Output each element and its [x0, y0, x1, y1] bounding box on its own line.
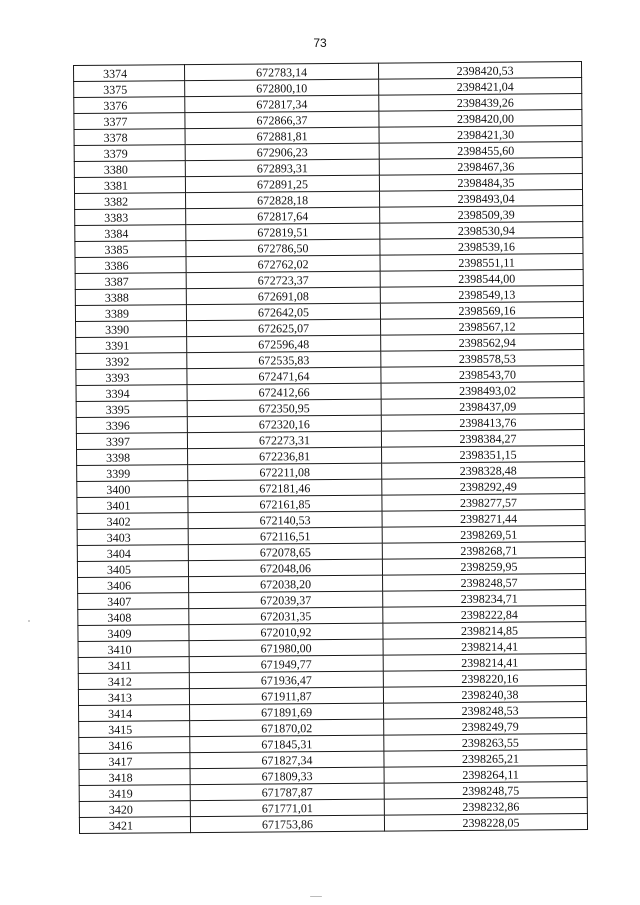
point-number-cell	[77, 545, 188, 562]
x-coordinate-cell	[186, 271, 380, 289]
point-number-cell	[74, 113, 185, 130]
point-number-text: 3413	[107, 690, 133, 705]
point-number-cell	[79, 753, 190, 770]
x-coordinate-cell	[189, 607, 383, 625]
point-number-text: 3399	[106, 466, 131, 481]
y-coordinate-cell	[378, 62, 581, 80]
x-coordinate-cell	[190, 783, 384, 801]
y-coordinate-cell	[382, 557, 585, 575]
y-coordinate-cell	[384, 701, 587, 719]
y-coordinate-text: 2398562,94	[458, 335, 516, 350]
x-coordinate-cell	[188, 543, 382, 561]
point-number-text: 3411	[107, 658, 132, 673]
x-coordinate-cell	[186, 303, 380, 321]
x-coordinate-text: 671787,87	[261, 785, 313, 800]
y-coordinate-cell	[380, 269, 583, 287]
point-number-cell	[78, 641, 189, 658]
point-number-text: 3385	[104, 242, 129, 257]
x-coordinate-cell	[189, 687, 383, 705]
y-coordinate-cell	[379, 190, 582, 208]
x-coordinate-text: 672320,16	[258, 417, 310, 432]
x-coordinate-text: 672625,07	[258, 321, 310, 336]
y-coordinate-text: 2398567,12	[458, 319, 516, 334]
point-number-text: 3394	[105, 386, 130, 401]
point-number-cell	[76, 321, 187, 338]
point-number-cell	[75, 241, 186, 258]
y-coordinate-cell	[380, 301, 583, 319]
y-coordinate-cell	[384, 733, 587, 751]
point-number-cell	[76, 369, 187, 386]
y-coordinate-cell	[381, 381, 584, 399]
point-number-cell	[75, 225, 186, 242]
scan-speck	[28, 620, 30, 622]
y-coordinate-cell	[384, 749, 587, 767]
y-coordinate-text: 2398328,48	[459, 463, 517, 478]
x-coordinate-text: 672038,20	[260, 577, 312, 592]
y-coordinate-text: 2398265,21	[461, 751, 520, 766]
point-number-text: 3410	[107, 642, 132, 657]
point-number-text: 3378	[103, 130, 128, 145]
x-coordinate-text: 672236,81	[259, 449, 311, 464]
y-coordinate-cell	[381, 413, 584, 431]
x-coordinate-cell	[185, 79, 379, 97]
x-coordinate-cell	[187, 383, 381, 401]
point-number-cell	[75, 289, 186, 306]
y-coordinate-cell	[383, 669, 586, 687]
point-number-text: 3392	[105, 354, 130, 369]
point-number-cell	[74, 65, 185, 82]
y-coordinate-cell	[380, 206, 583, 224]
point-number-cell	[76, 337, 187, 354]
x-coordinate-text: 672078,65	[259, 545, 311, 560]
point-number-cell	[78, 577, 189, 594]
y-coordinate-cell	[380, 222, 583, 240]
point-number-text: 3389	[104, 306, 130, 321]
y-coordinate-cell	[384, 813, 587, 831]
y-coordinate-cell	[383, 653, 586, 671]
y-coordinate-text: 2398269,51	[460, 527, 518, 542]
x-coordinate-text: 672010,92	[260, 625, 312, 640]
point-number-cell	[77, 449, 188, 466]
y-coordinate-cell	[380, 254, 583, 272]
point-number-text: 3391	[105, 338, 130, 353]
y-coordinate-text: 2398277,57	[459, 495, 518, 510]
y-coordinate-cell	[381, 429, 584, 447]
coordinates-table-body	[74, 62, 588, 834]
point-number-text: 3376	[103, 98, 128, 113]
x-coordinate-cell	[187, 351, 381, 369]
point-number-cell	[75, 305, 186, 322]
x-coordinate-text: 672471,64	[258, 369, 310, 384]
point-number-cell	[76, 433, 187, 450]
x-coordinate-cell	[190, 719, 384, 737]
x-coordinate-text: 672800,10	[256, 81, 308, 96]
y-coordinate-text: 2398259,95	[460, 559, 518, 574]
point-number-text: 3398	[106, 450, 131, 465]
x-coordinate-cell	[188, 559, 382, 577]
x-coordinate-cell	[190, 703, 384, 721]
point-number-text: 3415	[108, 722, 133, 737]
point-number-cell	[76, 417, 187, 434]
point-number-text: 3414	[108, 706, 133, 721]
y-coordinate-text: 2398551,11	[458, 255, 515, 270]
point-number-text: 3400	[106, 482, 131, 497]
y-coordinate-text: 2398439,26	[456, 95, 514, 110]
y-coordinate-text: 2398264,11	[462, 767, 519, 782]
y-coordinate-text: 2398569,16	[458, 303, 516, 318]
point-number-text: 3402	[106, 514, 131, 529]
point-number-cell	[76, 353, 187, 370]
x-coordinate-text: 672181,46	[259, 481, 311, 496]
point-number-text: 3404	[106, 546, 131, 561]
x-coordinate-cell	[188, 479, 382, 497]
x-coordinate-cell	[187, 335, 381, 353]
point-number-cell	[78, 593, 189, 610]
y-coordinate-text: 2398455,60	[457, 143, 515, 158]
point-number-text: 3393	[105, 370, 130, 385]
y-coordinate-cell	[382, 525, 585, 543]
point-number-cell	[79, 801, 190, 818]
y-coordinate-text: 2398413,76	[459, 415, 517, 430]
y-coordinate-text: 2398420,53	[456, 63, 514, 78]
y-coordinate-text: 2398234,71	[460, 591, 518, 606]
y-coordinate-text: 2398292,49	[459, 479, 517, 494]
x-coordinate-cell	[187, 319, 381, 337]
y-coordinate-text: 2398248,75	[462, 783, 520, 798]
point-number-cell	[78, 689, 189, 706]
x-coordinate-cell	[189, 591, 383, 609]
x-coordinate-text: 671936,47	[260, 673, 312, 688]
x-coordinate-cell	[185, 95, 379, 113]
x-coordinate-cell	[185, 159, 379, 177]
point-number-text: 3421	[108, 818, 134, 833]
x-coordinate-cell	[186, 191, 380, 209]
point-number-text: 3412	[107, 674, 132, 689]
y-coordinate-cell	[381, 349, 584, 367]
x-coordinate-text: 672161,85	[259, 497, 311, 512]
x-coordinate-cell	[185, 143, 379, 161]
x-coordinate-cell	[188, 495, 382, 513]
y-coordinate-text: 2398578,53	[458, 351, 516, 366]
y-coordinate-text: 2398263,55	[461, 735, 519, 750]
point-number-cell	[79, 769, 190, 786]
point-number-text: 3374	[103, 66, 128, 81]
point-number-cell	[74, 145, 185, 162]
y-coordinate-text: 2398467,36	[457, 159, 515, 174]
y-coordinate-text: 2398421,30	[457, 127, 515, 142]
point-number-text: 3381	[103, 178, 129, 193]
point-number-text: 3406	[107, 578, 132, 593]
y-coordinate-cell	[381, 317, 584, 335]
point-number-text: 3382	[104, 194, 129, 209]
y-coordinate-text: 2398248,53	[461, 703, 519, 718]
point-number-cell	[77, 481, 188, 498]
x-coordinate-cell	[189, 639, 383, 657]
x-coordinate-cell	[190, 799, 384, 817]
x-coordinate-cell	[190, 751, 384, 769]
point-number-cell	[77, 513, 188, 530]
y-coordinate-text: 2398351,15	[459, 447, 517, 462]
y-coordinate-cell	[383, 685, 586, 703]
y-coordinate-text: 2398214,85	[460, 623, 519, 638]
y-coordinate-cell	[382, 493, 585, 511]
y-coordinate-cell	[381, 397, 584, 415]
x-coordinate-text: 672783,14	[256, 65, 308, 80]
coordinates-table	[73, 61, 588, 834]
point-number-cell	[79, 817, 190, 834]
x-coordinate-cell	[185, 111, 379, 129]
x-coordinate-cell	[188, 447, 382, 465]
y-coordinate-cell	[384, 797, 587, 815]
point-number-cell	[77, 561, 188, 578]
point-number-text: 3386	[104, 258, 129, 273]
x-coordinate-text: 671809,33	[261, 769, 313, 784]
y-coordinate-text: 2398421,04	[456, 79, 514, 94]
y-coordinate-text: 2398268,71	[460, 543, 518, 558]
x-coordinate-cell	[189, 623, 383, 641]
y-coordinate-text: 2398543,70	[458, 367, 516, 382]
y-coordinate-cell	[379, 142, 582, 160]
point-number-cell	[79, 705, 190, 722]
x-coordinate-text: 672116,51	[259, 529, 311, 544]
point-number-cell	[77, 529, 188, 546]
page-number: 73	[313, 36, 327, 50]
y-coordinate-cell	[383, 573, 586, 591]
x-coordinate-text: 672535,83	[258, 353, 310, 368]
x-coordinate-text: 672691,08	[257, 289, 309, 304]
x-coordinate-text: 672817,34	[256, 97, 308, 112]
y-coordinate-cell	[383, 621, 586, 639]
point-number-text: 3420	[108, 802, 133, 817]
y-coordinate-text: 2398228,05	[462, 815, 520, 830]
x-coordinate-text: 671891,69	[261, 705, 313, 720]
y-coordinate-cell	[379, 94, 582, 112]
x-coordinate-cell	[188, 511, 382, 529]
x-coordinate-cell	[186, 223, 380, 241]
point-number-cell	[78, 609, 189, 626]
y-coordinate-text: 2398539,16	[457, 239, 515, 254]
point-number-text: 3390	[105, 322, 130, 337]
x-coordinate-cell	[186, 207, 380, 225]
x-coordinate-text: 672350,95	[258, 401, 310, 416]
x-coordinate-text: 671949,77	[260, 657, 312, 672]
point-number-text: 3418	[108, 770, 133, 785]
point-number-cell	[74, 129, 185, 146]
point-number-cell	[77, 497, 188, 514]
point-number-text: 3380	[103, 162, 128, 177]
y-coordinate-text: 2398493,02	[459, 383, 517, 398]
point-number-cell	[75, 209, 186, 226]
point-number-text: 3407	[107, 594, 132, 609]
point-number-text: 3397	[105, 434, 131, 449]
point-number-text: 3379	[103, 146, 128, 161]
y-coordinate-text: 2398493,04	[457, 191, 515, 206]
x-coordinate-text: 672039,37	[260, 593, 312, 608]
x-coordinate-cell	[187, 399, 381, 417]
point-number-text: 3403	[106, 530, 131, 545]
point-number-text: 3417	[108, 754, 133, 769]
point-number-cell	[78, 625, 189, 642]
point-number-cell	[77, 465, 188, 482]
point-number-text: 3401	[106, 498, 131, 513]
y-coordinate-text: 2398220,16	[461, 671, 519, 686]
x-coordinate-text: 672723,37	[257, 273, 309, 288]
x-coordinate-text: 672211,08	[259, 465, 311, 480]
y-coordinate-cell	[379, 158, 582, 176]
x-coordinate-cell	[187, 367, 381, 385]
point-number-cell	[76, 385, 187, 402]
point-number-text: 3384	[104, 226, 129, 241]
y-coordinate-text: 2398214,41	[461, 655, 519, 670]
y-coordinate-text: 2398232,86	[462, 799, 520, 814]
x-coordinate-cell	[188, 527, 382, 545]
x-coordinate-text: 671827,34	[261, 753, 313, 768]
point-number-cell	[75, 257, 186, 274]
y-coordinate-text: 2398240,38	[461, 687, 519, 702]
x-coordinate-cell	[186, 287, 380, 305]
y-coordinate-text: 2398420,00	[456, 111, 514, 126]
y-coordinate-cell	[382, 509, 585, 527]
x-coordinate-text: 672762,02	[257, 257, 309, 272]
x-coordinate-text: 672819,51	[257, 225, 309, 240]
y-coordinate-cell	[383, 589, 586, 607]
y-coordinate-text: 2398384,27	[459, 431, 517, 446]
point-number-text: 3416	[108, 738, 133, 753]
x-coordinate-text: 672140,53	[259, 513, 311, 528]
y-coordinate-text: 2398248,57	[460, 575, 518, 590]
y-coordinate-cell	[379, 174, 582, 192]
point-number-cell	[75, 193, 186, 210]
y-coordinate-text: 2398271,44	[460, 511, 518, 526]
point-number-text: 3396	[105, 418, 130, 433]
x-coordinate-cell	[187, 431, 381, 449]
x-coordinate-text: 671753,86	[261, 817, 314, 832]
y-coordinate-text: 2398549,13	[458, 287, 516, 302]
y-coordinate-cell	[380, 285, 583, 303]
y-coordinate-text: 2398530,94	[457, 223, 515, 238]
point-number-cell	[74, 81, 185, 98]
x-coordinate-cell	[189, 671, 383, 689]
x-coordinate-cell	[185, 127, 379, 145]
x-coordinate-text: 672273,31	[258, 433, 311, 448]
x-coordinate-text: 672828,18	[257, 193, 309, 208]
scan-speck	[310, 896, 322, 897]
y-coordinate-cell	[381, 333, 584, 351]
y-coordinate-text: 2398509,39	[457, 207, 515, 222]
point-number-text: 3383	[104, 210, 129, 225]
y-coordinate-text: 2398437,09	[459, 399, 517, 414]
x-coordinate-text: 672642,05	[257, 305, 310, 320]
y-coordinate-text: 2398249,79	[461, 719, 519, 734]
y-coordinate-cell	[383, 605, 586, 623]
x-coordinate-cell	[186, 239, 380, 257]
x-coordinate-text: 671980,00	[260, 641, 312, 656]
point-number-cell	[78, 673, 189, 690]
point-number-cell	[76, 401, 187, 418]
y-coordinate-cell	[382, 445, 585, 463]
table-row	[79, 813, 587, 833]
y-coordinate-cell	[381, 365, 584, 383]
point-number-cell	[75, 273, 186, 290]
point-number-cell	[79, 737, 190, 754]
x-coordinate-text: 672866,37	[256, 113, 308, 128]
point-number-text: 3408	[107, 610, 132, 625]
x-coordinate-cell	[190, 767, 384, 785]
y-coordinate-text: 2398484,35	[457, 175, 515, 190]
point-number-text: 3375	[103, 82, 128, 97]
y-coordinate-text: 2398214,41	[461, 639, 519, 654]
y-coordinate-cell	[380, 238, 583, 256]
x-coordinate-text: 672881,81	[256, 129, 308, 144]
point-number-cell	[78, 657, 189, 674]
point-number-cell	[74, 177, 185, 194]
x-coordinate-cell	[189, 575, 383, 593]
y-coordinate-cell	[384, 781, 587, 799]
y-coordinate-cell	[382, 541, 585, 559]
y-coordinate-cell	[382, 477, 585, 495]
x-coordinate-text: 672412,66	[258, 385, 310, 400]
x-coordinate-cell	[187, 415, 381, 433]
point-number-cell	[79, 785, 190, 802]
x-coordinate-text: 672786,50	[257, 241, 309, 256]
x-coordinate-text: 672031,35	[260, 609, 312, 624]
x-coordinate-cell	[186, 255, 380, 273]
point-number-text: 3377	[103, 114, 128, 129]
coordinates-table-wrapper	[73, 61, 587, 834]
point-number-text: 3387	[104, 274, 129, 289]
x-coordinate-text: 672893,31	[256, 161, 308, 176]
x-coordinate-text: 671870,02	[261, 721, 313, 736]
x-coordinate-cell	[185, 175, 379, 193]
x-coordinate-text: 671911,87	[261, 689, 312, 704]
x-coordinate-text: 671845,31	[261, 737, 313, 752]
x-coordinate-cell	[188, 463, 382, 481]
y-coordinate-cell	[379, 110, 582, 128]
x-coordinate-cell	[190, 735, 384, 753]
point-number-cell	[79, 721, 190, 738]
y-coordinate-cell	[383, 637, 586, 655]
point-number-text: 3409	[107, 626, 132, 641]
x-coordinate-cell	[189, 655, 383, 673]
x-coordinate-cell	[185, 63, 379, 81]
x-coordinate-text: 671771,01	[261, 801, 313, 816]
y-coordinate-cell	[379, 78, 582, 96]
y-coordinate-cell	[379, 126, 582, 144]
y-coordinate-cell	[382, 461, 585, 479]
x-coordinate-cell	[190, 815, 384, 833]
point-number-cell	[74, 161, 185, 178]
y-coordinate-text: 2398222,84	[460, 607, 518, 622]
x-coordinate-text: 672817,64	[257, 209, 309, 224]
x-coordinate-text: 672048,06	[259, 561, 312, 576]
x-coordinate-text: 672891,25	[256, 177, 308, 192]
y-coordinate-cell	[384, 717, 587, 735]
x-coordinate-text: 672596,48	[258, 337, 310, 352]
point-number-text: 3388	[104, 290, 129, 305]
point-number-text: 3405	[106, 562, 132, 577]
y-coordinate-cell	[384, 765, 587, 783]
point-number-text: 3419	[108, 786, 133, 801]
point-number-text: 3395	[105, 402, 130, 417]
y-coordinate-text: 2398544,00	[458, 271, 516, 286]
x-coordinate-text: 672906,23	[256, 145, 308, 160]
point-number-cell	[74, 97, 185, 114]
